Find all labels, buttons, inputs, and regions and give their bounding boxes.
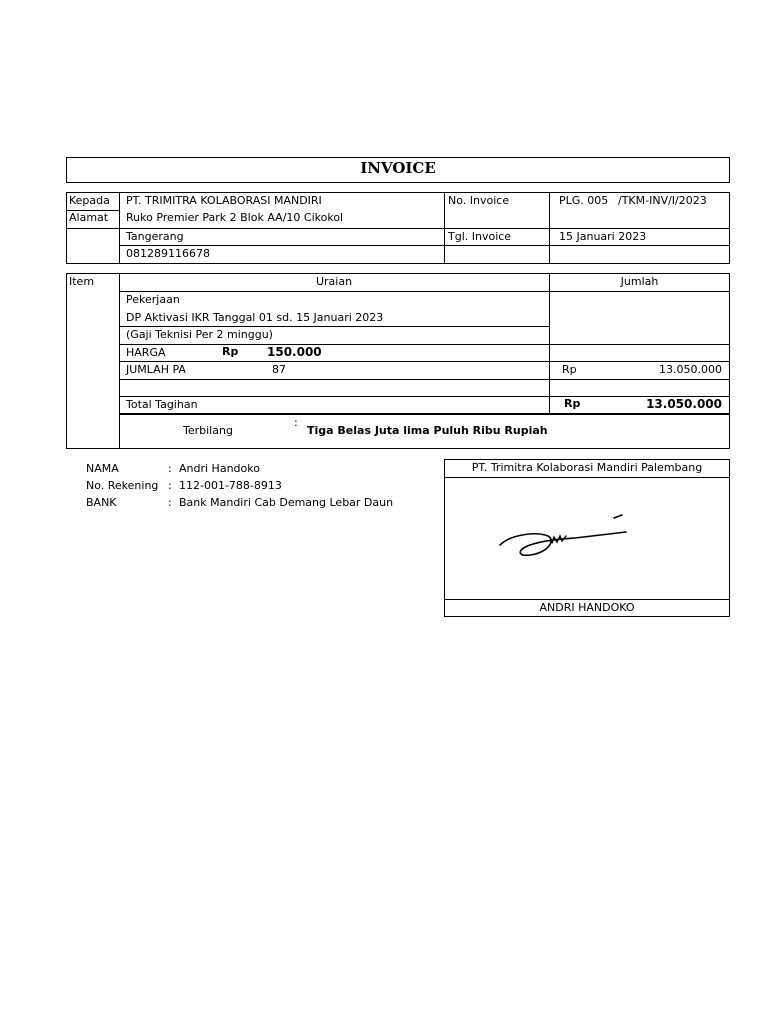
alamat-line1: Ruko Premier Park 2 Blok AA/10 Cikokol [126, 211, 344, 224]
kepada-value: PT. TRIMITRA KOLABORASI MANDIRI [126, 194, 322, 207]
harga-value: 150.000 [267, 345, 322, 359]
nama-colon: : [168, 462, 172, 475]
alamat-line2: Tangerang [126, 230, 184, 243]
line-note: (Gaji Teknisi Per 2 minggu) [126, 328, 273, 341]
tgl-invoice-label: Tgl. Invoice [448, 230, 512, 243]
bank-value: Bank Mandiri Cab Demang Lebar Daun [179, 496, 394, 509]
total-divider [119, 413, 730, 415]
signature-company: PT. Trimitra Kolaborasi Mandiri Palembang [471, 461, 703, 474]
items-row-divider [119, 361, 730, 362]
no-invoice-suffix: /TKM-INV/I/2023 [618, 194, 707, 207]
total-value: 13.050.000 [646, 397, 722, 411]
terbilang-value: Tiga Belas Juta lima Puluh Ribu Rupiah [307, 424, 548, 437]
jumlah-pa-label: JUMLAH PA [126, 363, 186, 376]
harga-currency: Rp [222, 345, 239, 358]
line-pekerjaan: Pekerjaan [126, 293, 180, 306]
harga-label: HARGA [126, 346, 166, 359]
jumlah-currency: Rp [562, 363, 577, 376]
jumlah-pa-value: 87 [272, 363, 286, 376]
rekening-colon: : [168, 479, 172, 492]
rekening-label: No. Rekening [86, 479, 159, 492]
jumlah-value: 13.050.000 [659, 363, 722, 376]
no-invoice-prefix: PLG. 005 [559, 194, 609, 207]
no-invoice-label: No. Invoice [448, 194, 510, 207]
nama-label: NAMA [86, 462, 119, 475]
terbilang-colon: : [294, 416, 298, 429]
tgl-invoice-value: 15 Januari 2023 [559, 230, 647, 243]
col-jumlah-header: Jumlah [620, 275, 659, 288]
bank-label: BANK [86, 496, 117, 509]
header-col-divider [119, 192, 120, 264]
nama-value: Andri Handoko [179, 462, 260, 475]
header-row-divider [66, 228, 730, 229]
total-label: Total Tagihan [126, 398, 198, 411]
bank-colon: : [168, 496, 172, 509]
rekening-value: 112-001-788-8913 [179, 479, 282, 492]
line-description: DP Aktivasi IKR Tanggal 01 sd. 15 Januari 2023 [126, 311, 384, 324]
items-row-divider [119, 326, 549, 327]
items-header-divider [119, 291, 730, 292]
terbilang-label: Terbilang [183, 424, 233, 437]
alamat-label: Alamat [69, 211, 109, 224]
kepada-label: Kepada [69, 194, 110, 207]
header-col-divider [444, 192, 445, 264]
header-col-divider [549, 192, 550, 264]
col-item-header: Item [69, 275, 95, 288]
signature-header-divider [444, 477, 730, 478]
phone-number: 081289116678 [126, 247, 210, 260]
header-row-divider [120, 245, 730, 246]
invoice-title: INVOICE [360, 159, 436, 177]
signature-footer-divider [444, 599, 730, 600]
items-row-divider [119, 379, 730, 380]
col-uraian-header: Uraian [315, 275, 353, 288]
signature-icon [490, 505, 640, 565]
signature-name: ANDRI HANDOKO [539, 601, 635, 614]
total-currency: Rp [564, 397, 581, 410]
items-row-divider [119, 344, 730, 345]
